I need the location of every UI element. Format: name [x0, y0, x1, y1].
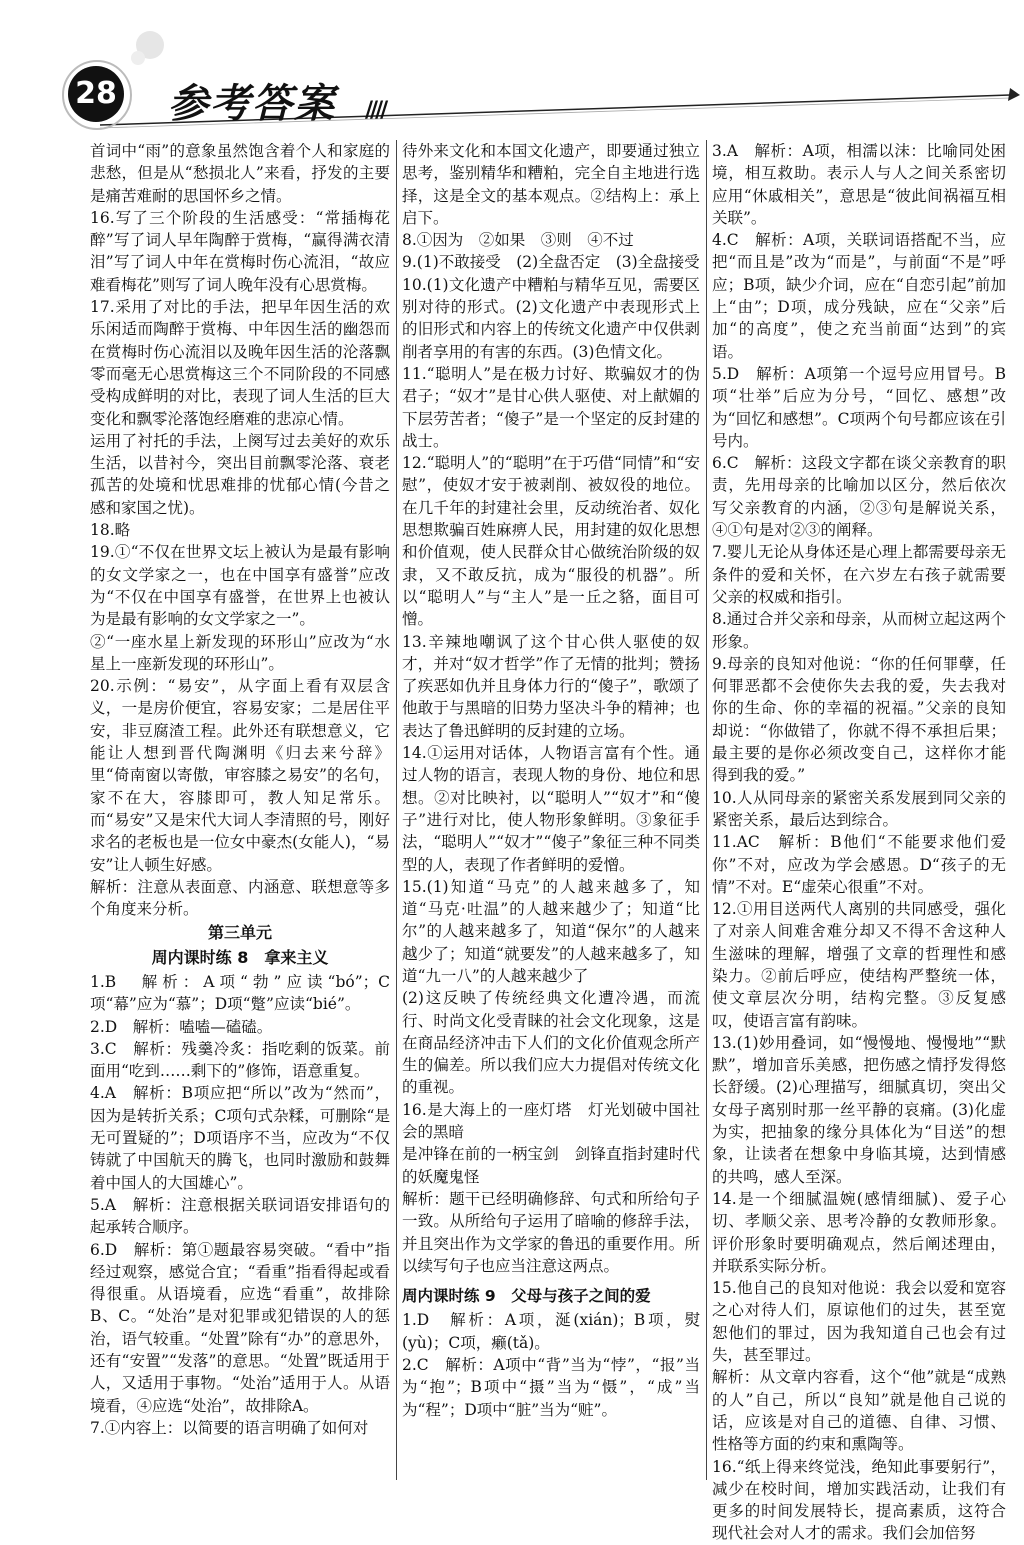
answer-column-2: [402, 140, 700, 1421]
column-divider-1: [396, 140, 397, 1480]
answer-8-15: 15.(1)知道“马克”的人越来越多了，知道“马克·吐温”的人越来越少了；知道“比尔”的人越来越多了，知道“保尔”的人越来越少了；知道“就要发”的人越来越多了，知道“九一八”的人越来越少了: [402, 877, 700, 985]
answer-9-2: 2.C 解析：A项中“背”当为“悖”，“报”当为“抱”；B项中“摄”当为“慑”，“成”当为“程”；D项中“脏”当为“赃”。: [402, 1356, 700, 1419]
page-title: 参考答案: [168, 81, 336, 127]
page-number: 28: [68, 66, 124, 122]
answer-column-3: [712, 140, 1006, 1545]
lesson-title-8: 周内课时练 8 拿来主义: [151, 947, 329, 967]
answer-9-14: 14.是一个细腻温婉(感情细腻)、爱子心切、孝顺父亲、思考冷静的女教师形象。评价形象时要明确观点，然后阐述理由，并联系实际分析。: [712, 1189, 1006, 1275]
answer-9-3: 3.A 解析：A项，相濡以沫：比喻同处困境，相互救助。表示人与人之间关系密切应用“休戚相关”，意思是“彼此间祸福互相关联”。: [712, 142, 1006, 227]
answer-9-11: 11.AC 解析：B他们“不能要求他们爱你”不对，应改为学会感恩。D“孩子的无情”不对。E“虚荣心很重”不对。: [712, 833, 1006, 896]
answer-8-11: 11.“聪明人”是在极力讨好、欺骗奴才的伪君子；“奴才”是甘心供人驱使、对上献媚的下层劳苦者；“傻子”是一个坚定的反封建的战士。: [402, 364, 700, 450]
answer-9-1: 1.D 解析：A项，涎(xián)；B项，熨(yù)；C项，癞(tǎ)。: [402, 1311, 700, 1352]
answer-17: 17.采用了对比的手法，把早年因生活的欢乐闲适而陶醉于赏梅、中年因生活的幽怨而在赏梅时伤心流泪以及晚年因生活的沦落飘零而毫无心思赏梅这三个不同阶段的不同感受构成鲜明的对比，表现了词人生活的巨大变化和飘零沦落饱经磨难的悲凉心情。: [90, 298, 390, 428]
answer-8-16-analysis: 解析：题干已经明确修辞、句式和所给句子一致。从所给句子运用了暗喻的修辞手法，并且突出作为文学家的鲁迅的重要作用。所以续写句子也应当注意这两点。: [402, 1189, 700, 1275]
answer-19: 19.①“不仅在世界文坛上被认为是最有影响的女文学家之一，也在中国享有盛誉”应改为“不仅在中国享有盛誉，在世界上也被认为是最有影响的女文学家之一”。: [90, 543, 390, 629]
answer-9-8: 8.通过合并父亲和母亲，从而树立起这两个形象。: [712, 610, 1006, 651]
column-divider-2: [706, 140, 707, 1480]
answer-9-15: 15.他自己的良知对他说：我会以爱和宽容之心对待人们，原谅他们的过失，甚至宽恕他们的罪过，因为我知道自己也会有过失，甚至罪过。: [712, 1279, 1006, 1365]
answer-18: 18.略: [90, 521, 131, 540]
answer-9-7: 7.婴儿无论从身体还是心理上都需要母亲无条件的爱和关怀，在六岁左右孩子就需要父亲的权威和指引。: [712, 543, 1006, 606]
answer-9-6: 6.C 解析：这段文字都在谈父亲教育的职责，先用母亲的比喻加以区分，然后依次写父亲教育的内涵，②③句是解说关系，④①句是对②③的阐释。: [712, 454, 1006, 540]
answer-9-4: 4.C 解析：A项，关联词语搭配不当，应把“而且是”改为“而是”，与前面“不是”呼应；B项，缺少介词，应在“自恋引起”前加上“由”；D项，成分残缺，应在“父亲”后加“的高度”，使之充当前面“达到”的宾语。: [712, 231, 1006, 361]
answer-9-16: 16.“纸上得来终觉浅，绝知此事要躬行”，减少在校时间，增加实践活动，让我们有更多的时间发展特长，提高素质，这符合现代社会对人才的需求。我们会加倍努: [712, 1457, 1006, 1543]
answer-8-4: 4.A 解析：B项应把“所以”改为“然而”，因为是转折关系；C项句式杂糅，可删除“是无可置疑的”；D项语序不当，应改为“不仅铸就了中国航天的腾飞，也同时激励和鼓舞着中国人的大国雄心”。: [90, 1084, 390, 1192]
header-decoration: [0, 0, 1024, 135]
answer-20: 20.示例：“易安”，从字面上看有双层含义，一是房价便宜，容易安家；二是居住平安，非豆腐渣工程。此外还有联想意义，它能让人想到晋代陶渊明《归去来兮辞》里“倚南窗以寄傲，审容膝之易安”的名句，家不在大，容膝即可，教人知足常乐。而“易安”又是宋代大词人李清照的号，刚好求名的老板也是一位女中豪杰(女能人)，“易安”让人顿生好感。: [90, 677, 390, 874]
answer-column-1: [90, 140, 390, 1439]
answer-9-15-analysis: 解析：从文章内容看，这个“他”就是“成熟的人”自己，所以“良知”就是他自己说的话，应该是对自己的道德、自律、习惯、性格等方面的约束和熏陶等。: [712, 1368, 1006, 1454]
answer-8-13: 13.辛辣地嘲讽了这个甘心供人驱使的奴才，并对“奴才哲学”作了无情的批判；赞扬了疾恶如仇并且身体力行的“傻子”，歌颂了他敢于与黑暗的旧势力坚决斗争的精神；也表达了鲁迅鲜明的反封建的立场。: [402, 632, 700, 740]
answer-8-15b: (2)这反映了传统经典文化遭冷遇，而流行、时尚文化受青睐的社会文化现象，这是在商品经济冲击下人们的文化价值观念所产生的偏差。所以我们应大力提倡对传统文化的重视。: [402, 989, 700, 1097]
answer-8-10: 10.(1)文化遗产中糟粕与精华互见，需要区别对待的形式。(2)文化遗产中表现形式上的旧形式和内容上的传统文化遗产中仅供剥削者享用的有害的东西。(3)色情文化。: [402, 275, 700, 361]
lesson-title-9: 周内课时练 9 父母与孩子之间的爱: [402, 1287, 651, 1306]
header-slashes: ////: [365, 98, 386, 123]
answer-16: 16.写了三个阶段的生活感受：“常插梅花醉”写了词人早年陶醉于赏梅，“赢得满衣清泪”写了词人中年在赏梅时伤心流泪，“故应难看梅花”则写了词人晚年没有心思赏梅。: [90, 208, 390, 294]
section-title: 第三单元: [207, 923, 272, 943]
answer-9-9: 9.母亲的良知对他说：“你的任何罪孽，任何罪恶都不会使你失去我的爱，失去我对你的生命、你的幸福的祝福。”父亲的良知却说：“你做错了，你就不得不承担后果；最主要的是你必须改变自己，这样你才能得到我的爱。”: [712, 654, 1006, 785]
answer-8-2: 2.D 解析：嗑嗑—磕磕。: [90, 1017, 273, 1036]
answer-8-5: 5.A 解析：注意根据关联词语安排语句的起承转合顺序。: [90, 1195, 390, 1237]
answer-8-16: 16.是大海上的一座灯塔 灯光划破中国社会的黑暗: [402, 1100, 700, 1142]
answer-19b: ②“一座水星上新发现的环形山”应改为“水星上一座新发现的环形山”。: [90, 632, 390, 673]
answer-8-8: 8.①因为 ②如果 ③则 ④不过: [402, 231, 634, 250]
answer-9-10: 10.人从同母亲的紧密关系发展到同父亲的紧密关系，最后达到综合。: [712, 788, 1006, 829]
answer-17b: 运用了衬托的手法，上阕写过去美好的欢乐生活，以昔衬今，突出目前飘零沦落、衰老孤苦的处境和忧思难排的忧郁心情(今昔之感和家国之忧)。: [90, 431, 390, 517]
answer-8-9: 9.(1)不敢接受 (2)全盘否定 (3)全盘接受: [402, 253, 700, 272]
answer-8-1: 1.B 解析：A项“勃”应读“bó”；C项“幕”应为“慕”；D项“蹩”应读“bié”。: [90, 972, 390, 1014]
answer-8-6: 6.D 解析：第①题最容易突破。“看中”指经过观察，感觉合宜；“看重”指看得起或看得很重。从语境看，应选“看重”，故排除B、C。“处治”是对犯罪或犯错误的人的惩治，语气较重。“处置”除有“办”的意思外，还有“安置”“发落”的意思。“处置”既适用于人，又适用于事物。“处治”适用于人。从语境看，④应选“处治”，故排除A。: [90, 1240, 390, 1415]
answer-9-13: 13.(1)妙用叠词，如“慢慢地、慢慢地”“默默”，增加音乐美感，把伤感之情抒发得悠长舒缓。(2)心理描写，细腻真切，突出父女母子离别时那一丝平静的哀痛。(3)化虚为实，把抽象的缘分具体化为“目送”的想象，让读者在想象中身临其境，达到情感的共鸣，感人至深。: [712, 1033, 1006, 1186]
answer-8-16b: 是冲锋在前的一柄宝剑 剑锋直指封建时代的妖魔鬼怪: [402, 1145, 700, 1186]
answer-8-7: 7.①内容上：以简要的语言明确了如何对: [90, 1418, 369, 1437]
answer-9-5: 5.D 解析：A项第一个逗号应用冒号。B项“壮举”后应为分号，“回忆、感想”改为“回忆和感想”。C项两个句号都应该在引号内。: [712, 364, 1006, 450]
answer-paragraph: 待外来文化和本国文化遗产，即要通过独立思考，鉴别精华和糟粕，完全自主地进行选择，这是全文的基本观点。②结构上：承上启下。: [402, 142, 700, 227]
answer-20-analysis: 解析：注意从表面意、内涵意、联想意等多个角度来分析。: [90, 877, 390, 919]
answer-8-12: 12.“聪明人”的“聪明”在于巧借“同情”和“安慰”，使奴才安于被剥削、被奴役的地位。在几千年的封建社会里，反动统治者、奴化思想欺骗百姓麻痹人民，用封建的奴化思想和价值观，使人民群众甘心做统治阶级的奴隶，又不敢反抗，成为“服役的机器”。所以“聪明人”与“主人”是一丘之貉，面目可憎。: [402, 454, 700, 629]
answer-8-3: 3.C 解析：残羹冷炙：指吃剩的饭菜。前面用“吃到……剩下的”修饰，语意重复。: [90, 1039, 390, 1081]
page-header: [0, 0, 1024, 135]
answer-8-14: 14.①运用对话体，人物语言富有个性。通过人物的语言，表现人物的身份、地位和思想。②对比映衬，以“聪明人”“奴才”和“傻子”进行对比，使人物形象鲜明。③象征手法，“聪明人”“奴才”“傻子”象征三种不同类型的人，表现了作者鲜明的爱憎。: [402, 744, 700, 874]
answer-paragraph: 首词中“雨”的意象虽然饱含着个人和家庭的悲愁，但是从“愁损北人”来看，抒发的主要是痛苦难耐的思国怀乡之情。: [90, 142, 390, 205]
answer-9-12: 12.①用目送两代人离别的共同感受，强化了对亲人间难舍难分却又不得不舍这种人生滋味的理解，增强了文章的哲理性和感染力。②前后呼应，使结构严整统一体，使文章层次分明，结构完整。③反复感叹，使语言富有韵味。: [712, 900, 1006, 1030]
